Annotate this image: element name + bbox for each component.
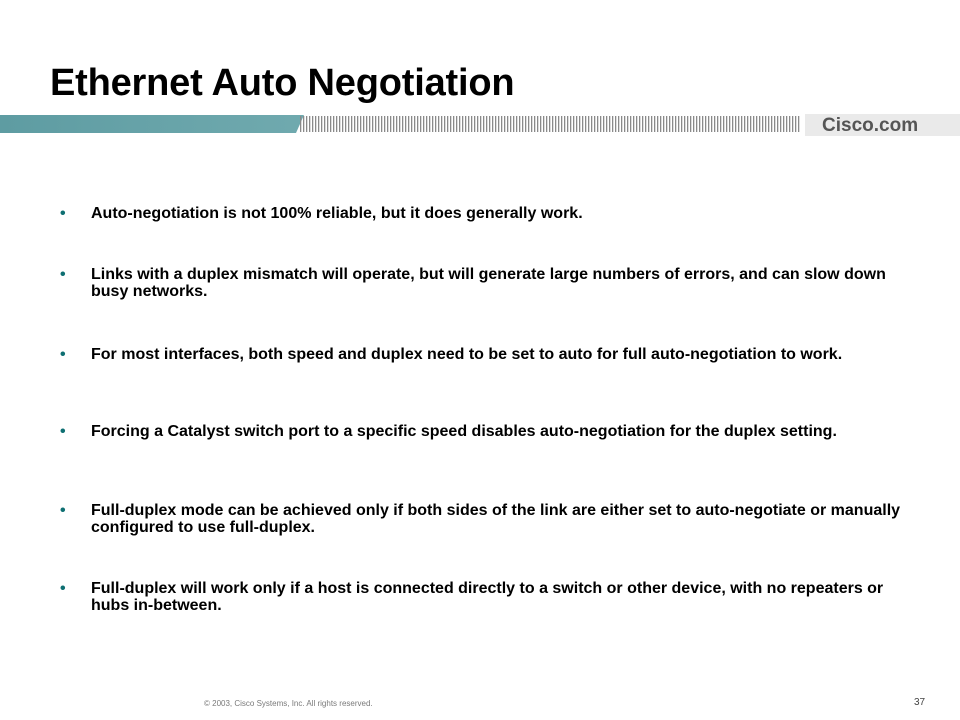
banner-stripe bbox=[702, 116, 703, 132]
banner-stripe bbox=[495, 116, 496, 132]
banner-stripe bbox=[624, 116, 625, 132]
banner-stripe bbox=[570, 116, 571, 132]
banner-stripe bbox=[342, 116, 343, 132]
banner-stripe bbox=[648, 116, 649, 132]
banner-stripe bbox=[309, 116, 310, 132]
banner-stripe bbox=[459, 116, 460, 132]
banner-stripe bbox=[750, 116, 751, 132]
bullet-text: Forcing a Catalyst switch port to a specific speed disables auto-negotiation for the duplex setting. bbox=[91, 423, 837, 440]
banner-stripe bbox=[699, 116, 700, 132]
banner-stripe bbox=[387, 116, 388, 132]
banner-stripe bbox=[693, 116, 694, 132]
banner-stripe bbox=[594, 116, 595, 132]
banner-stripe bbox=[432, 116, 433, 132]
banner-stripe bbox=[333, 116, 334, 132]
bullet-text: Links with a duplex mismatch will operate, but will generate large numbers of errors, and can slow down busy networks. bbox=[91, 266, 886, 300]
banner-stripe bbox=[615, 116, 616, 132]
banner-stripe bbox=[564, 116, 565, 132]
banner-stripe bbox=[573, 116, 574, 132]
banner-stripe bbox=[405, 116, 406, 132]
banner-stripe bbox=[510, 116, 511, 132]
slide-title: Ethernet Auto Negotiation bbox=[50, 62, 515, 104]
banner-stripe bbox=[606, 116, 607, 132]
banner-stripe bbox=[546, 116, 547, 132]
bullet-dot: • bbox=[60, 266, 66, 283]
banner-stripe bbox=[768, 116, 769, 132]
bullet-dot: • bbox=[60, 346, 66, 363]
banner-stripe bbox=[462, 116, 463, 132]
banner-stripe bbox=[339, 116, 340, 132]
banner-stripe bbox=[498, 116, 499, 132]
banner-stripe bbox=[360, 116, 361, 132]
banner-stripe bbox=[357, 116, 358, 132]
copyright-notice: © 2003, Cisco Systems, Inc. All rights reserved. bbox=[204, 699, 373, 708]
banner-stripe bbox=[450, 116, 451, 132]
banner-stripe bbox=[507, 116, 508, 132]
bullet-dot: • bbox=[60, 205, 66, 222]
banner-stripe bbox=[351, 116, 352, 132]
banner-stripe bbox=[348, 116, 349, 132]
banner-stripe bbox=[633, 116, 634, 132]
banner-stripe bbox=[369, 116, 370, 132]
bullet-dot: • bbox=[60, 580, 66, 597]
banner-stripe bbox=[516, 116, 517, 132]
banner-stripe bbox=[408, 116, 409, 132]
banner-stripe bbox=[792, 116, 793, 132]
banner-stripe bbox=[384, 116, 385, 132]
banner-teal-bar bbox=[0, 115, 292, 133]
banner-stripe bbox=[492, 116, 493, 132]
banner-stripe bbox=[363, 116, 364, 132]
banner-stripe bbox=[534, 116, 535, 132]
banner-stripe bbox=[477, 116, 478, 132]
banner-stripe bbox=[798, 116, 799, 132]
banner-stripe bbox=[666, 116, 667, 132]
banner-stripe bbox=[531, 116, 532, 132]
banner-stripe bbox=[684, 116, 685, 132]
banner-stripe bbox=[417, 116, 418, 132]
banner-stripe bbox=[429, 116, 430, 132]
banner-stripe bbox=[603, 116, 604, 132]
banner-stripe bbox=[561, 116, 562, 132]
page-number: 37 bbox=[914, 697, 926, 708]
banner-stripe bbox=[567, 116, 568, 132]
bullet-dot: • bbox=[60, 423, 66, 440]
banner-stripe bbox=[336, 116, 337, 132]
banner-stripe bbox=[555, 116, 556, 132]
banner-stripe bbox=[753, 116, 754, 132]
banner-stripe bbox=[627, 116, 628, 132]
banner-stripe bbox=[654, 116, 655, 132]
banner-stripe bbox=[456, 116, 457, 132]
banner-stripe bbox=[321, 116, 322, 132]
banner-stripe bbox=[471, 116, 472, 132]
banner-stripe bbox=[540, 116, 541, 132]
banner-stripe bbox=[747, 116, 748, 132]
bullet-text: Full-duplex mode can be achieved only if both sides of the link are either set to auto-negotiate or manually configured to use full-duplex. bbox=[91, 502, 901, 536]
banner-stripe bbox=[501, 116, 502, 132]
banner-stripe bbox=[612, 116, 613, 132]
banner-stripe bbox=[345, 116, 346, 132]
banner-stripe bbox=[576, 116, 577, 132]
banner-stripe bbox=[315, 116, 316, 132]
banner-stripe bbox=[303, 116, 304, 132]
banner-stripe bbox=[711, 116, 712, 132]
banner-stripe bbox=[489, 116, 490, 132]
banner-stripe bbox=[579, 116, 580, 132]
banner-stripe bbox=[789, 116, 790, 132]
banner-stripe bbox=[513, 116, 514, 132]
banner-stripe bbox=[735, 116, 736, 132]
banner-stripe bbox=[375, 116, 376, 132]
banner-stripe bbox=[672, 116, 673, 132]
bullet-dot: • bbox=[60, 502, 66, 519]
banner-stripe bbox=[621, 116, 622, 132]
banner-stripe bbox=[597, 116, 598, 132]
banner-stripe bbox=[732, 116, 733, 132]
banner-stripe bbox=[705, 116, 706, 132]
banner-stripe bbox=[690, 116, 691, 132]
banner-stripe bbox=[483, 116, 484, 132]
banner-stripe bbox=[324, 116, 325, 132]
banner-stripe bbox=[780, 116, 781, 132]
banner-stripe bbox=[474, 116, 475, 132]
banner-stripe bbox=[426, 116, 427, 132]
bullet-text: Auto-negotiation is not 100% reliable, but it does generally work. bbox=[91, 205, 583, 222]
banner-stripe bbox=[438, 116, 439, 132]
banner-stripe bbox=[396, 116, 397, 132]
banner-stripe bbox=[528, 116, 529, 132]
bullet-text: For most interfaces, both speed and duplex need to be set to auto for full auto-negotiation to work. bbox=[91, 346, 843, 363]
banner-stripe bbox=[468, 116, 469, 132]
banner-stripe bbox=[657, 116, 658, 132]
banner-stripe bbox=[381, 116, 382, 132]
banner-stripe bbox=[681, 116, 682, 132]
banner-stripe bbox=[651, 116, 652, 132]
banner-stripe bbox=[525, 116, 526, 132]
banner-stripe bbox=[795, 116, 796, 132]
banner-stripe bbox=[552, 116, 553, 132]
banner-stripe bbox=[519, 116, 520, 132]
banner-stripe bbox=[756, 116, 757, 132]
banner-stripe bbox=[717, 116, 718, 132]
banner-stripe bbox=[696, 116, 697, 132]
banner-stripe bbox=[447, 116, 448, 132]
banner-stripe bbox=[585, 116, 586, 132]
banner-stripe bbox=[453, 116, 454, 132]
banner-stripe bbox=[354, 116, 355, 132]
banner-stripe bbox=[420, 116, 421, 132]
banner-stripe bbox=[660, 116, 661, 132]
banner-stripe bbox=[720, 116, 721, 132]
banner-slant bbox=[292, 115, 304, 133]
banner-stripe bbox=[771, 116, 772, 132]
banner-stripe bbox=[402, 116, 403, 132]
banner-stripe bbox=[486, 116, 487, 132]
banner-stripe bbox=[708, 116, 709, 132]
banner-stripe bbox=[435, 116, 436, 132]
banner-stripe bbox=[441, 116, 442, 132]
banner-stripe bbox=[600, 116, 601, 132]
banner-stripes bbox=[300, 116, 799, 132]
banner-stripe bbox=[783, 116, 784, 132]
banner-stripe bbox=[393, 116, 394, 132]
banner-stripe bbox=[663, 116, 664, 132]
banner-stripe bbox=[537, 116, 538, 132]
banner-stripe bbox=[330, 116, 331, 132]
banner-stripe bbox=[327, 116, 328, 132]
banner-stripe bbox=[618, 116, 619, 132]
banner-stripe bbox=[759, 116, 760, 132]
banner-stripe bbox=[729, 116, 730, 132]
banner-stripe bbox=[669, 116, 670, 132]
banner-stripe bbox=[678, 116, 679, 132]
banner-stripe bbox=[318, 116, 319, 132]
banner-stripe bbox=[423, 116, 424, 132]
banner-stripe bbox=[675, 116, 676, 132]
banner-stripe bbox=[414, 116, 415, 132]
banner-stripe bbox=[642, 116, 643, 132]
banner-stripe bbox=[300, 116, 301, 132]
banner-stripe bbox=[465, 116, 466, 132]
banner-stripe bbox=[411, 116, 412, 132]
banner-stripe bbox=[390, 116, 391, 132]
banner-stripe bbox=[444, 116, 445, 132]
banner-stripe bbox=[378, 116, 379, 132]
banner-stripe bbox=[744, 116, 745, 132]
banner-stripe bbox=[480, 116, 481, 132]
banner-stripe bbox=[645, 116, 646, 132]
banner-stripe bbox=[726, 116, 727, 132]
banner-stripe bbox=[543, 116, 544, 132]
banner-stripe bbox=[591, 116, 592, 132]
banner-stripe bbox=[504, 116, 505, 132]
banner-stripe bbox=[636, 116, 637, 132]
cisco-banner bbox=[0, 112, 960, 142]
banner-stripe bbox=[765, 116, 766, 132]
banner-stripe bbox=[366, 116, 367, 132]
banner-stripe bbox=[777, 116, 778, 132]
banner-stripe bbox=[714, 116, 715, 132]
banner-stripe bbox=[399, 116, 400, 132]
banner-stripe bbox=[588, 116, 589, 132]
banner-stripe bbox=[609, 116, 610, 132]
banner-stripe bbox=[723, 116, 724, 132]
banner-stripe bbox=[786, 116, 787, 132]
banner-stripe bbox=[630, 116, 631, 132]
banner-stripe bbox=[582, 116, 583, 132]
banner-stripe bbox=[306, 116, 307, 132]
banner-stripe bbox=[687, 116, 688, 132]
cisco-logo-text: Cisco.com bbox=[822, 115, 919, 136]
banner-stripe bbox=[522, 116, 523, 132]
banner-stripe bbox=[639, 116, 640, 132]
banner-stripe bbox=[372, 116, 373, 132]
banner-stripe bbox=[762, 116, 763, 132]
banner-stripe bbox=[738, 116, 739, 132]
banner-stripe bbox=[774, 116, 775, 132]
banner-stripe bbox=[312, 116, 313, 132]
bullet-text: Full-duplex will work only if a host is connected directly to a switch or other device, with no repeaters or hubs in-between. bbox=[91, 580, 884, 614]
banner-stripe bbox=[741, 116, 742, 132]
banner-stripe bbox=[549, 116, 550, 132]
banner-stripe bbox=[558, 116, 559, 132]
